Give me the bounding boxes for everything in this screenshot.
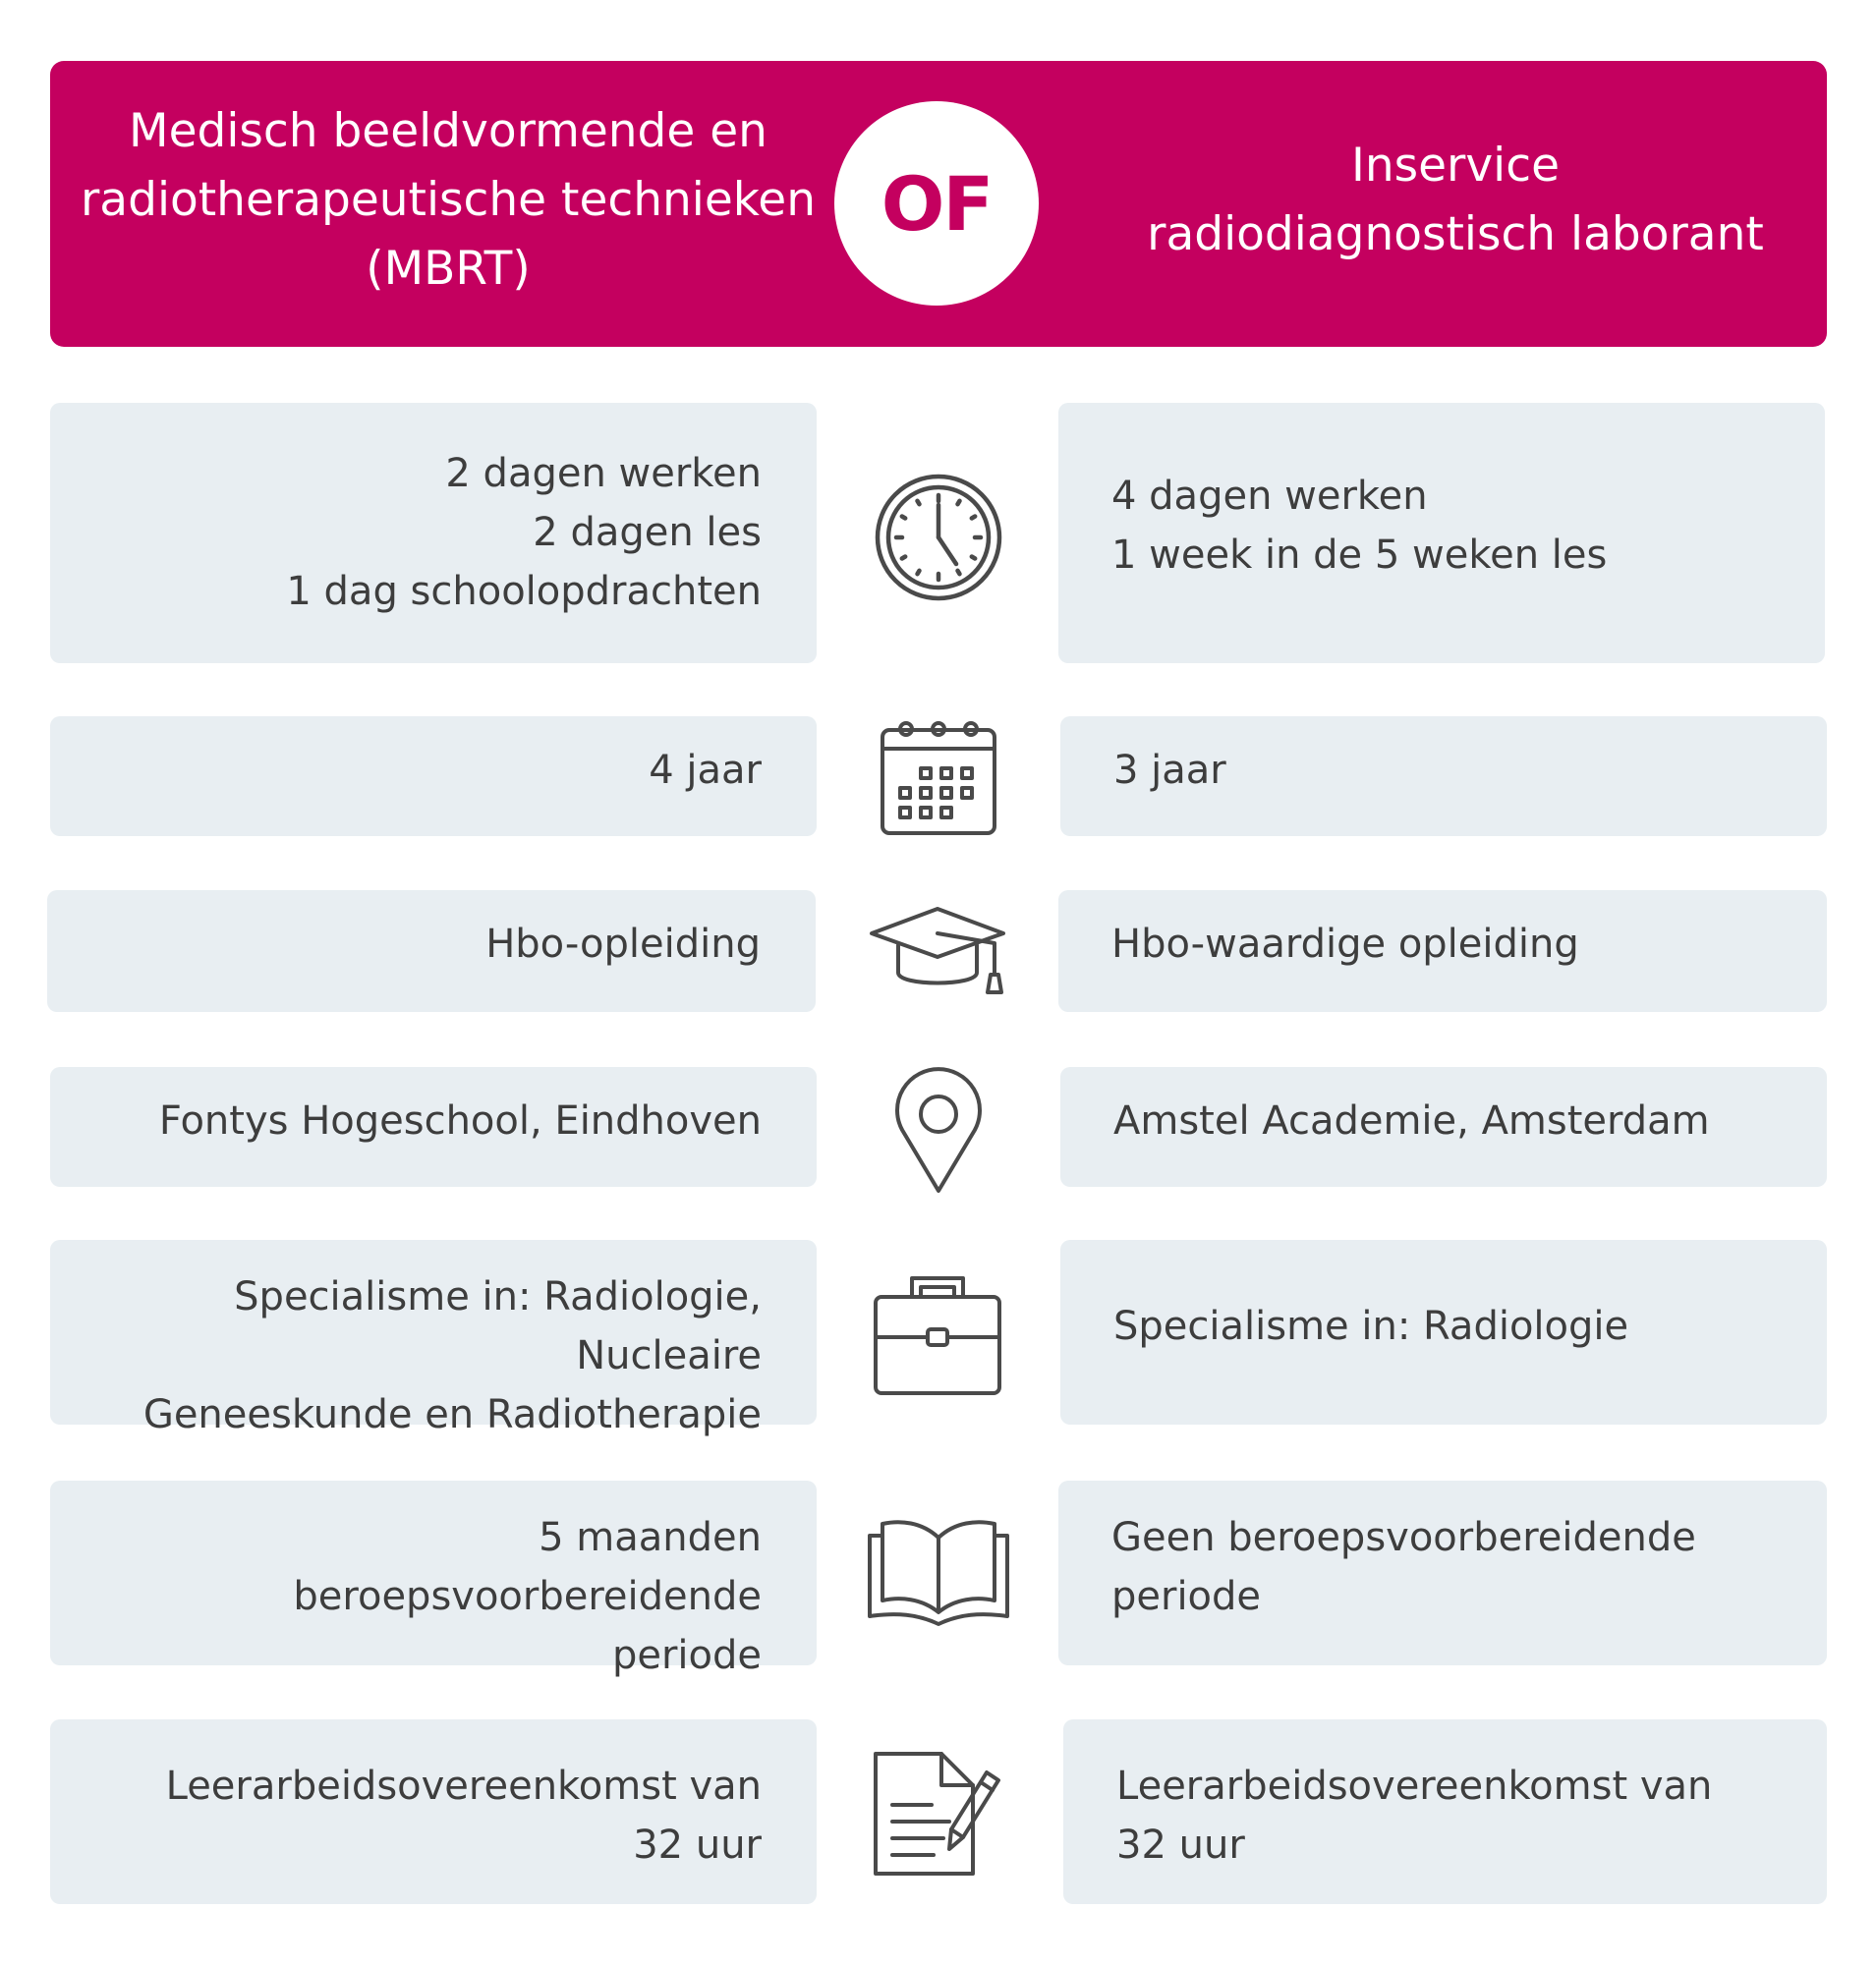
row-left-text: Specialisme in: Radiologie, Nucleaire Geneeskunde en Radiotherapie — [142, 1274, 762, 1437]
row-level-right — [1058, 890, 1827, 1012]
calendar-icon — [880, 717, 997, 837]
row-schedule-right — [1058, 403, 1825, 663]
row-left-text: Fontys Hogeschool, Eindhoven — [158, 1098, 762, 1144]
left-program-title: Medisch beeldvormende en radiotherapeutische technieken (MBRT) — [80, 104, 816, 296]
or-label: OF — [881, 159, 993, 248]
header-banner — [50, 61, 1827, 347]
contract-pen-icon — [873, 1751, 1004, 1879]
row-preparation-right — [1058, 1481, 1827, 1665]
row-location-left — [50, 1067, 817, 1187]
row-duration-right — [1060, 716, 1827, 836]
row-right-text: 3 jaar — [1113, 748, 1226, 793]
row-schedule-left — [50, 403, 817, 663]
right-program-title: Inservice radiodiagnostisch laborant — [1147, 139, 1764, 261]
row-specialism-left — [50, 1240, 817, 1437]
row-preparation-left — [50, 1481, 817, 1678]
row-left-text: 4 jaar — [649, 748, 762, 793]
row-left-text: Leerarbeidsovereenkomst van 32 uur — [165, 1764, 762, 1868]
row-left-text: 2 dagen werken 2 dagen les 1 dag schoolopdrachten — [286, 451, 762, 614]
row-right-text: 4 dagen werken 1 week in de 5 weken les — [1111, 474, 1608, 578]
briefcase-icon — [873, 1272, 1002, 1398]
clock-icon — [875, 474, 1002, 601]
row-contract-left — [50, 1719, 817, 1904]
open-book-icon — [867, 1518, 1010, 1628]
row-specialism-right — [1060, 1240, 1827, 1425]
row-level-left — [47, 890, 816, 1012]
row-left-text: 5 maanden beroepsvoorbereidende periode — [293, 1515, 762, 1678]
row-location-right — [1060, 1067, 1827, 1187]
row-duration-left — [50, 716, 817, 836]
row-right-text: Hbo-waardige opleiding — [1111, 922, 1579, 967]
row-left-text: Hbo-opleiding — [485, 922, 761, 967]
row-contract-right — [1063, 1719, 1827, 1904]
row-right-text: Specialisme in: Radiologie — [1113, 1304, 1629, 1349]
row-right-text: Geen beroepsvoorbereidende periode — [1111, 1515, 1696, 1619]
row-right-text: Leerarbeidsovereenkomst van 32 uur — [1116, 1764, 1713, 1868]
location-pin-icon — [894, 1071, 983, 1195]
row-right-text: Amstel Academie, Amsterdam — [1113, 1098, 1710, 1144]
graduation-cap-icon — [869, 906, 1006, 996]
or-circle — [834, 101, 1039, 306]
